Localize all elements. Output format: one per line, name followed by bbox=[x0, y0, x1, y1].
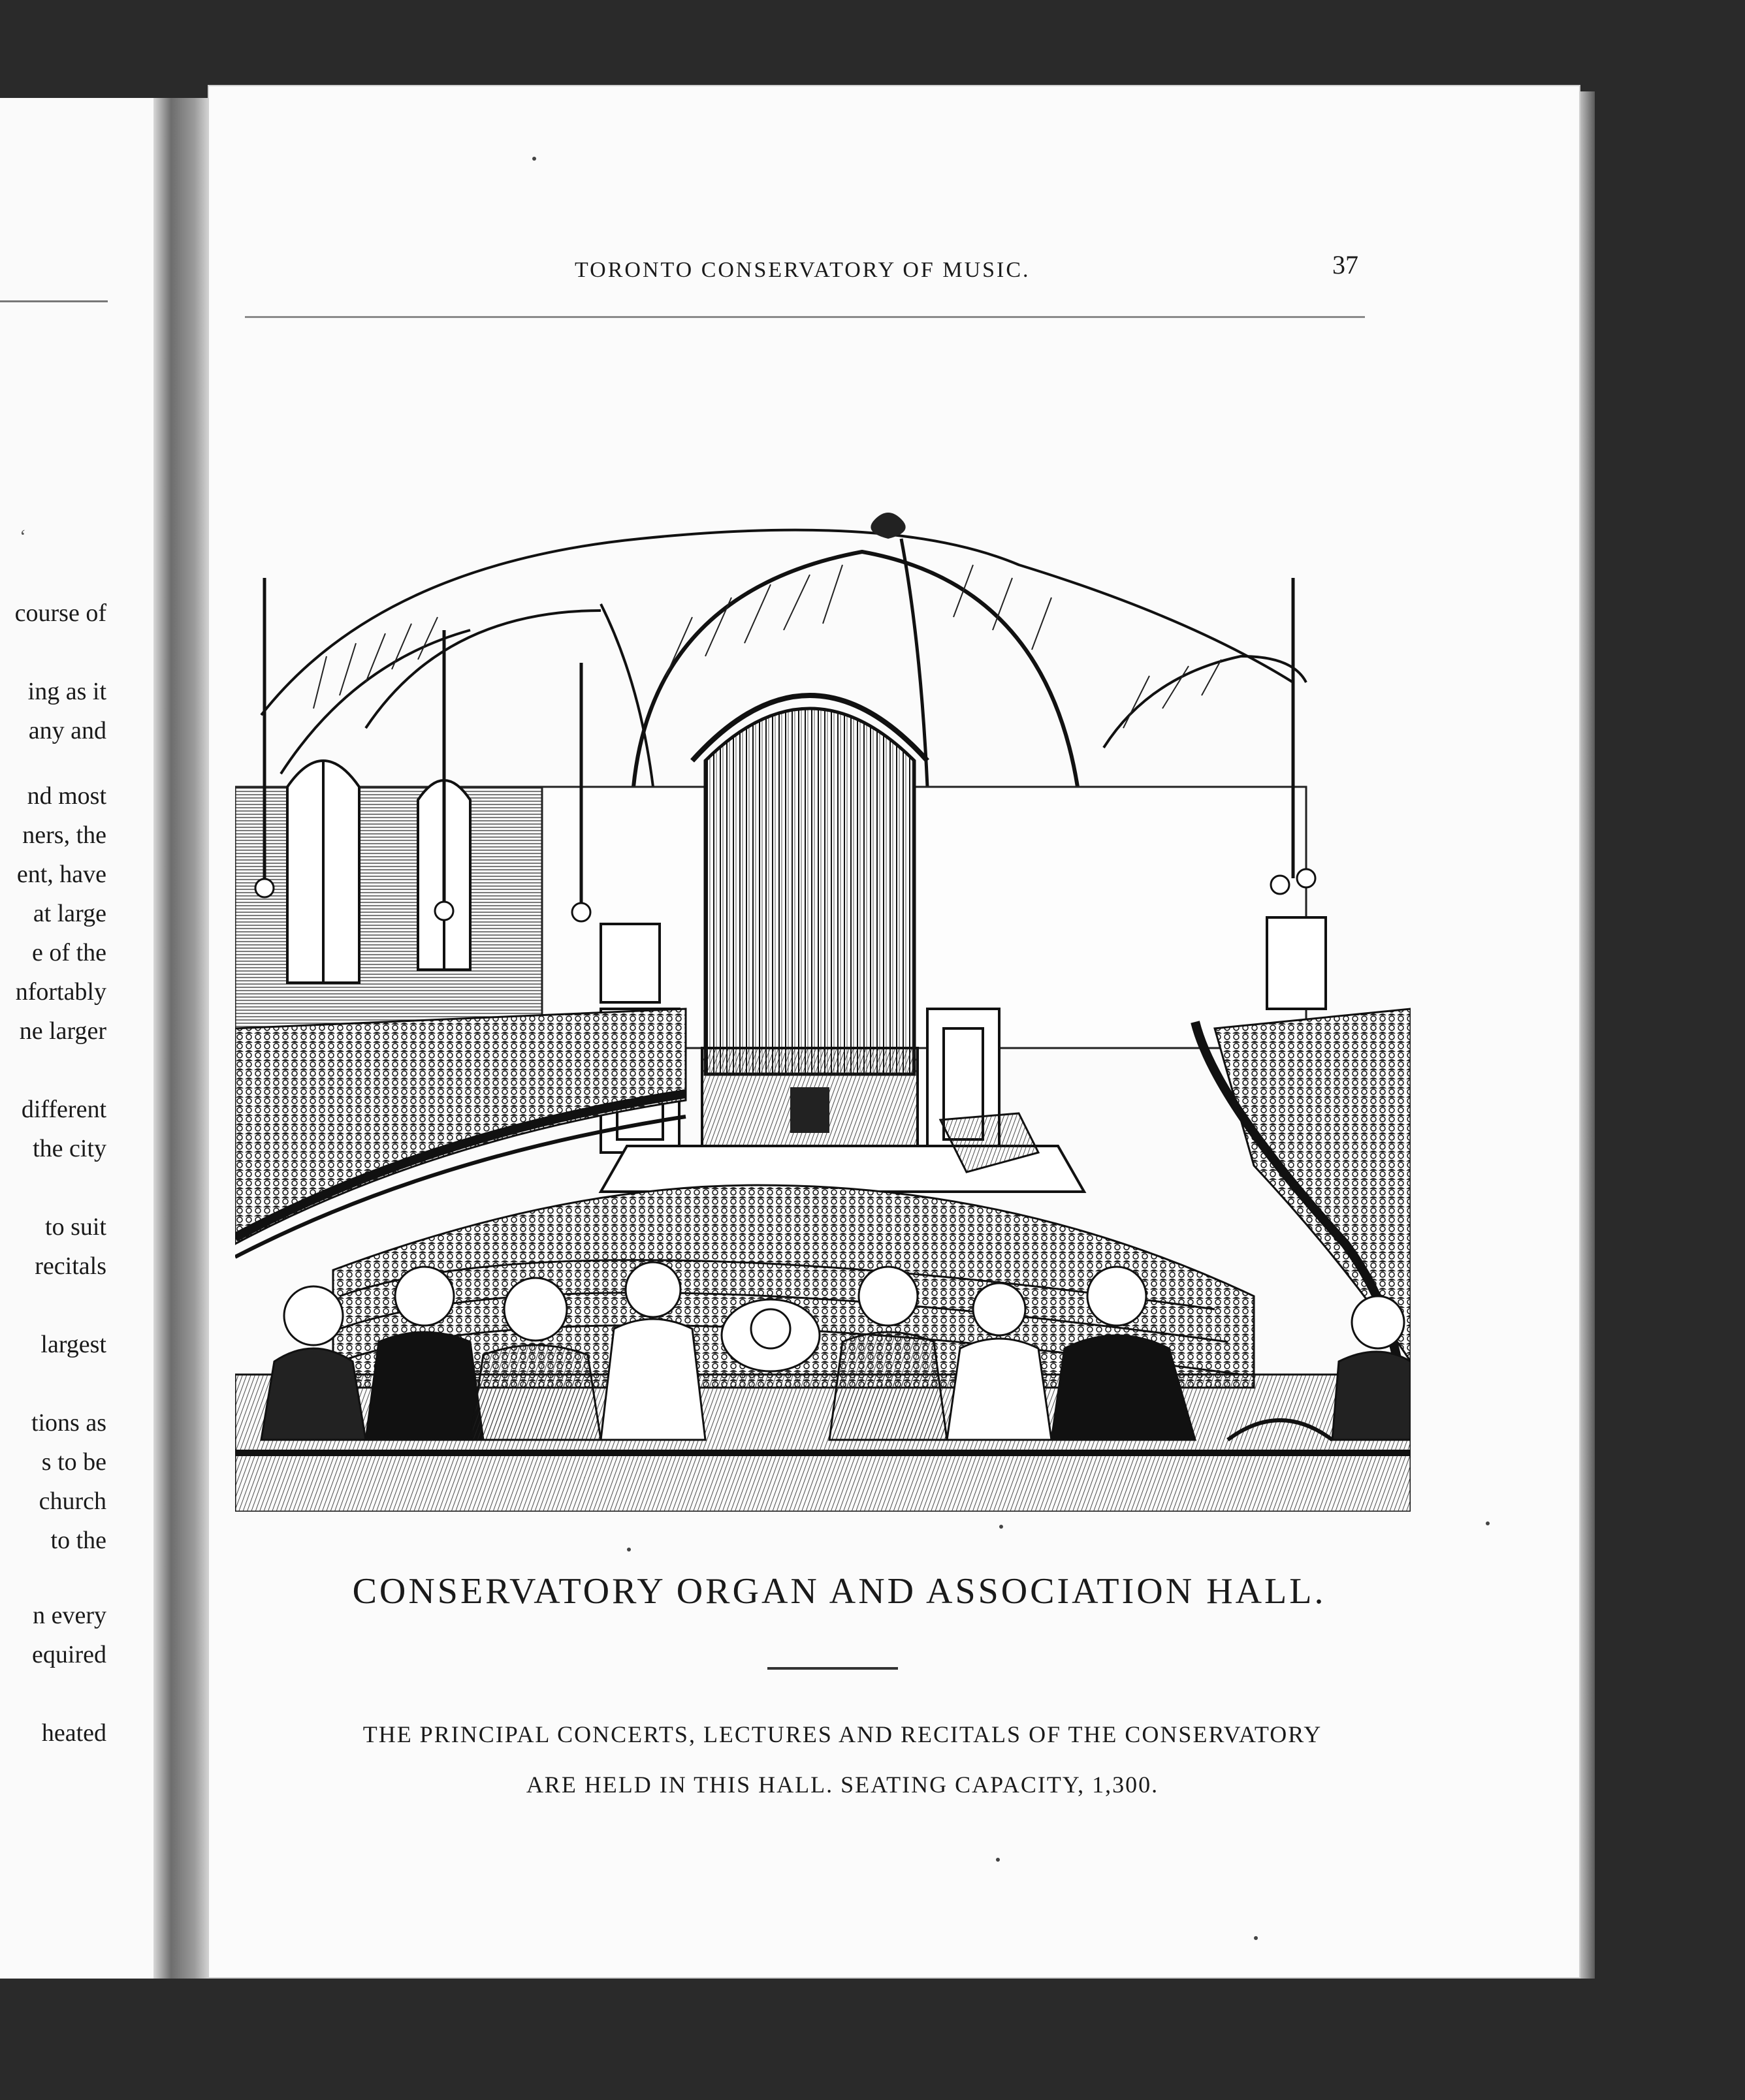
page-edge-shadow bbox=[1580, 91, 1595, 1979]
dust-speck bbox=[1486, 1521, 1490, 1525]
pipe-organ bbox=[692, 695, 927, 1146]
dust-speck bbox=[1254, 1936, 1258, 1940]
left-text-line: any and bbox=[28, 717, 106, 744]
left-text-line: tions as bbox=[31, 1409, 106, 1437]
left-text-line: to suit bbox=[45, 1213, 106, 1241]
header-rule bbox=[245, 316, 1365, 318]
left-facing-page bbox=[0, 98, 153, 1979]
left-text-line: to the bbox=[50, 1527, 106, 1554]
left-text-line: ne larger bbox=[19, 1017, 106, 1045]
dust-speck bbox=[532, 157, 536, 161]
dust-speck bbox=[627, 1548, 631, 1551]
running-head: TORONTO CONSERVATORY OF MUSIC. bbox=[575, 258, 1031, 282]
left-text-line: course of bbox=[14, 599, 106, 627]
left-text-line: church bbox=[39, 1488, 106, 1515]
left-text-line: heated bbox=[41, 1719, 106, 1747]
dust-speck bbox=[996, 1858, 1000, 1862]
left-header-rule bbox=[0, 300, 108, 302]
left-text-line: at large bbox=[33, 900, 106, 927]
left-text-line: ing as it bbox=[27, 678, 106, 705]
left-text-line: ent, have bbox=[16, 861, 106, 888]
left-text-line: different bbox=[21, 1096, 106, 1123]
left-text-line: n every bbox=[33, 1602, 106, 1629]
caption-rule bbox=[767, 1667, 898, 1670]
left-text-line: equired bbox=[32, 1641, 106, 1668]
left-text-line: the city bbox=[33, 1135, 106, 1162]
caption-line-1: THE PRINCIPAL CONCERTS, LECTURES AND RECITALS OF THE CONSERVATORY bbox=[362, 1721, 1322, 1747]
caption-title: CONSERVATORY ORGAN AND ASSOCIATION HALL. bbox=[352, 1571, 1326, 1612]
left-text-line: largest bbox=[40, 1331, 106, 1358]
left-text-line: s to be bbox=[41, 1448, 106, 1476]
hall-engraving bbox=[235, 513, 1411, 1512]
dust-speck bbox=[999, 1525, 1003, 1529]
stray-mark: ‘ bbox=[20, 526, 26, 547]
left-text-line: e of the bbox=[32, 939, 106, 966]
book-gutter bbox=[153, 98, 212, 1979]
page-number: 37 bbox=[1332, 250, 1358, 279]
left-text-line: nfortably bbox=[15, 978, 106, 1006]
left-text-line: ners, the bbox=[22, 821, 106, 849]
caption-line-2: ARE HELD IN THIS HALL. SEATING CAPACITY, 1,300. bbox=[526, 1772, 1159, 1798]
left-text-line: recitals bbox=[35, 1252, 106, 1280]
left-wall bbox=[235, 787, 542, 1048]
left-text-line: nd most bbox=[27, 782, 106, 810]
